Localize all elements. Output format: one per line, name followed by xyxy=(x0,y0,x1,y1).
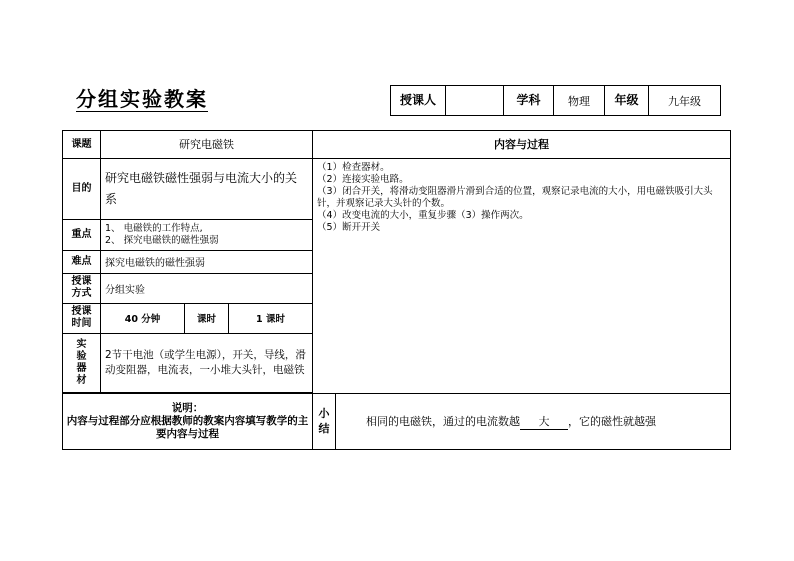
grade-value[interactable]: 九年级 xyxy=(649,86,721,116)
summary-blank[interactable]: 大 xyxy=(520,413,568,430)
lesson-plan-table xyxy=(62,130,731,450)
period-label: 课时 xyxy=(185,304,229,334)
topic-label: 课题 xyxy=(63,131,101,159)
materials-label: 实 验 器 材 xyxy=(63,333,101,392)
key-points-value[interactable] xyxy=(101,219,313,251)
method-label: 授课 方式 xyxy=(63,273,101,304)
step-item: （1）检查器材。 xyxy=(317,161,390,173)
duration-value[interactable]: 40 分钟 xyxy=(101,304,185,334)
document-title: 分组实验教案 xyxy=(76,87,208,111)
summary-label: 小 结 xyxy=(313,393,336,449)
step-item: （5）断开开关 xyxy=(317,221,381,233)
step-item: （3）闭合开关，将滑动变阻器滑片滑到合适的位置，观察记录电流的大小，用电磁铁吸引大头针，并观察记录大头针的个数。 xyxy=(317,185,713,209)
note-title: 说明： xyxy=(171,401,204,414)
topic-value[interactable]: 研究电磁铁 xyxy=(101,131,313,159)
note-cell xyxy=(63,393,313,449)
step-item: （2）连接实验电路。 xyxy=(317,173,409,185)
difficulty-value[interactable]: 探究电磁铁的磁性强弱 xyxy=(101,251,313,273)
period-value[interactable]: 1 课时 xyxy=(229,304,313,334)
key-points-label: 重点 xyxy=(63,219,101,251)
time-label: 授课 时间 xyxy=(63,304,101,334)
content-header: 内容与过程 xyxy=(313,131,731,159)
content-process-cell[interactable] xyxy=(313,158,731,393)
difficulty-label: 难点 xyxy=(63,251,101,273)
method-value[interactable]: 分组实验 xyxy=(101,273,313,304)
key-point-item: 2、 探究电磁铁的磁性强弱 xyxy=(105,234,219,246)
subject-value[interactable]: 物理 xyxy=(554,86,605,116)
header-table xyxy=(390,85,721,116)
key-point-item: 1、 电磁铁的工作特点, xyxy=(105,222,203,234)
step-item: （4）改变电流的大小，重复步骤（3）操作两次。 xyxy=(317,209,529,221)
goal-value[interactable]: 研究电磁铁磁性强弱与电流大小的关系 xyxy=(101,158,313,219)
subject-label: 学科 xyxy=(504,86,554,116)
teacher-label: 授课人 xyxy=(391,86,446,116)
goal-label: 目的 xyxy=(63,158,101,219)
summary-value[interactable]: 相同的电磁铁，通过的电流数越 大 ，它的磁性就越强 xyxy=(336,393,731,449)
grade-label: 年级 xyxy=(605,86,649,116)
materials-value[interactable]: 2节干电池（或学生电源），开关，导线，滑动变阻器，电流表，一小堆大头针，电磁铁 xyxy=(101,333,313,392)
note-text: 内容与过程部分应根据教师的教案内容填写教学的主要内容与过程 xyxy=(66,414,309,440)
teacher-value[interactable] xyxy=(446,86,504,116)
